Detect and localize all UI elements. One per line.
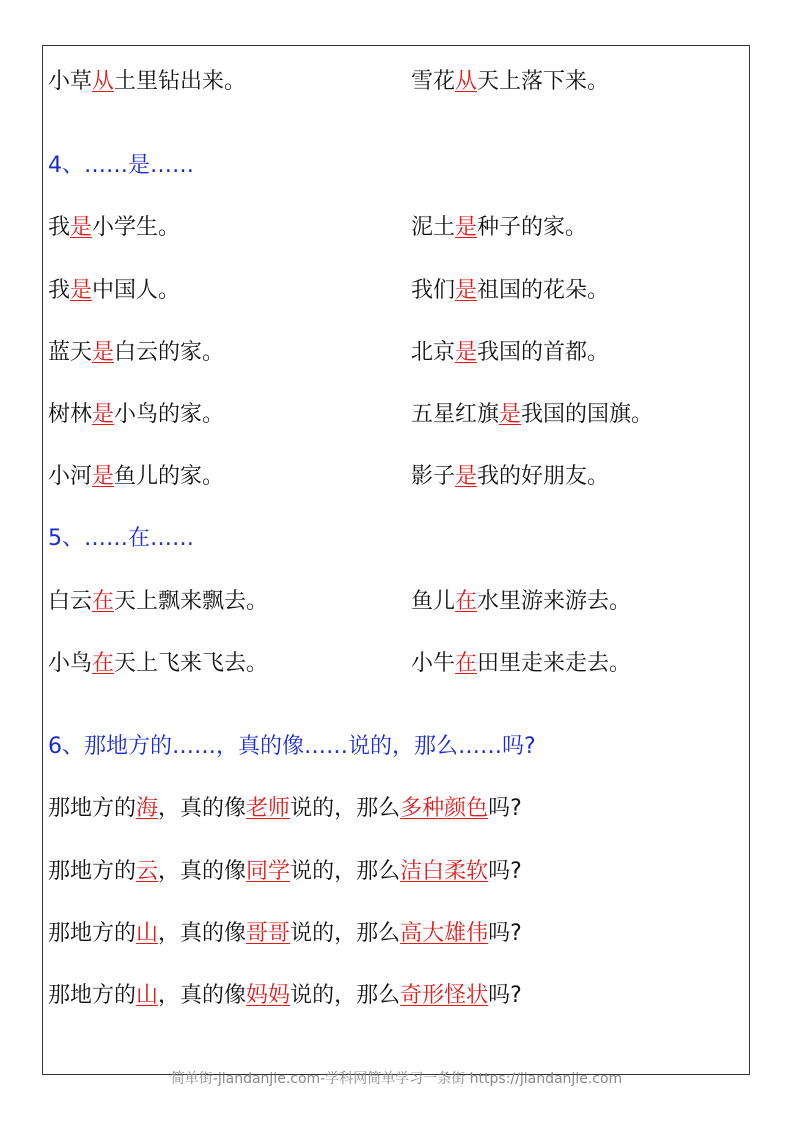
highlight-word: 在 <box>455 589 478 614</box>
highlight-word: 妈妈 <box>246 983 291 1008</box>
highlight-word: 是 <box>70 215 93 240</box>
highlight-word: 多种颜色 <box>400 796 489 821</box>
sentence-right: 小牛在田里走来走去。 <box>411 651 632 676</box>
sentence-left: 树林是小鸟的家。 <box>48 402 225 427</box>
sentence-right: 北京是我国的首都。 <box>411 340 610 365</box>
highlight-word: 是 <box>92 340 115 365</box>
highlight-word: 高大雄伟 <box>400 921 489 946</box>
highlight-word: 是 <box>70 278 93 303</box>
highlight-word: 是 <box>455 278 478 303</box>
sentence-right: 鱼儿在水里游来游去。 <box>411 589 632 614</box>
highlight-word: 山 <box>136 921 159 946</box>
highlight-word: 是 <box>455 464 478 489</box>
sentence-left: 我是小学生。 <box>48 215 181 240</box>
sentence-right: 泥土是种子的家。 <box>411 215 588 240</box>
sentence-right: 五星红旗是我国的国旗。 <box>411 402 654 427</box>
sentence-left: 小河是鱼儿的家。 <box>48 464 225 489</box>
highlight-word: 海 <box>136 796 159 821</box>
highlight-word: 哥哥 <box>246 921 291 946</box>
sentence-right: 雪花从天上落下来。 <box>411 69 610 94</box>
highlight-word: 同学 <box>246 859 291 884</box>
section-heading-5: 5、……在…… <box>48 526 194 551</box>
highlight-word: 在 <box>92 651 115 676</box>
sentence-full: 那地方的海，真的像老师说的，那么多种颜色吗? <box>48 796 522 821</box>
highlight-word: 从 <box>92 69 115 94</box>
highlight-word: 是 <box>455 215 478 240</box>
highlight-word: 山 <box>136 983 159 1008</box>
highlight-word: 从 <box>455 69 478 94</box>
highlight-word: 奇形怪状 <box>400 983 489 1008</box>
highlight-word: 老师 <box>246 796 291 821</box>
sentence-full: 那地方的山，真的像妈妈说的，那么奇形怪状吗? <box>48 983 522 1008</box>
highlight-word: 在 <box>455 651 478 676</box>
sentence-full: 那地方的云，真的像同学说的，那么洁白柔软吗? <box>48 859 522 884</box>
sentence-left: 我是中国人。 <box>48 278 181 303</box>
highlight-word: 是 <box>499 402 522 427</box>
sentence-left: 小鸟在天上飞来飞去。 <box>48 651 269 676</box>
highlight-word: 云 <box>136 859 159 884</box>
sentence-left: 白云在天上飘来飘去。 <box>48 589 269 614</box>
highlight-word: 是 <box>92 402 115 427</box>
highlight-word: 在 <box>92 589 115 614</box>
sentence-full: 那地方的山，真的像哥哥说的，那么高大雄伟吗? <box>48 921 522 946</box>
highlight-word: 洁白柔软 <box>400 859 489 884</box>
highlight-word: 是 <box>92 464 115 489</box>
section-heading-6: 6、那地方的……，真的像……说的，那么……吗? <box>48 734 536 759</box>
section-heading-4: 4、……是…… <box>48 153 194 178</box>
sentence-right: 我们是祖国的花朵。 <box>411 278 610 303</box>
highlight-word: 是 <box>455 340 478 365</box>
page-footer: 简单街-jiandanjie.com-学科网简单学习一条街 https://jiandanjie.com <box>170 1071 623 1087</box>
sentence-left: 蓝天是白云的家。 <box>48 340 225 365</box>
sentence-right: 影子是我的好朋友。 <box>411 464 610 489</box>
sentence-left: 小草从土里钻出来。 <box>48 69 247 94</box>
